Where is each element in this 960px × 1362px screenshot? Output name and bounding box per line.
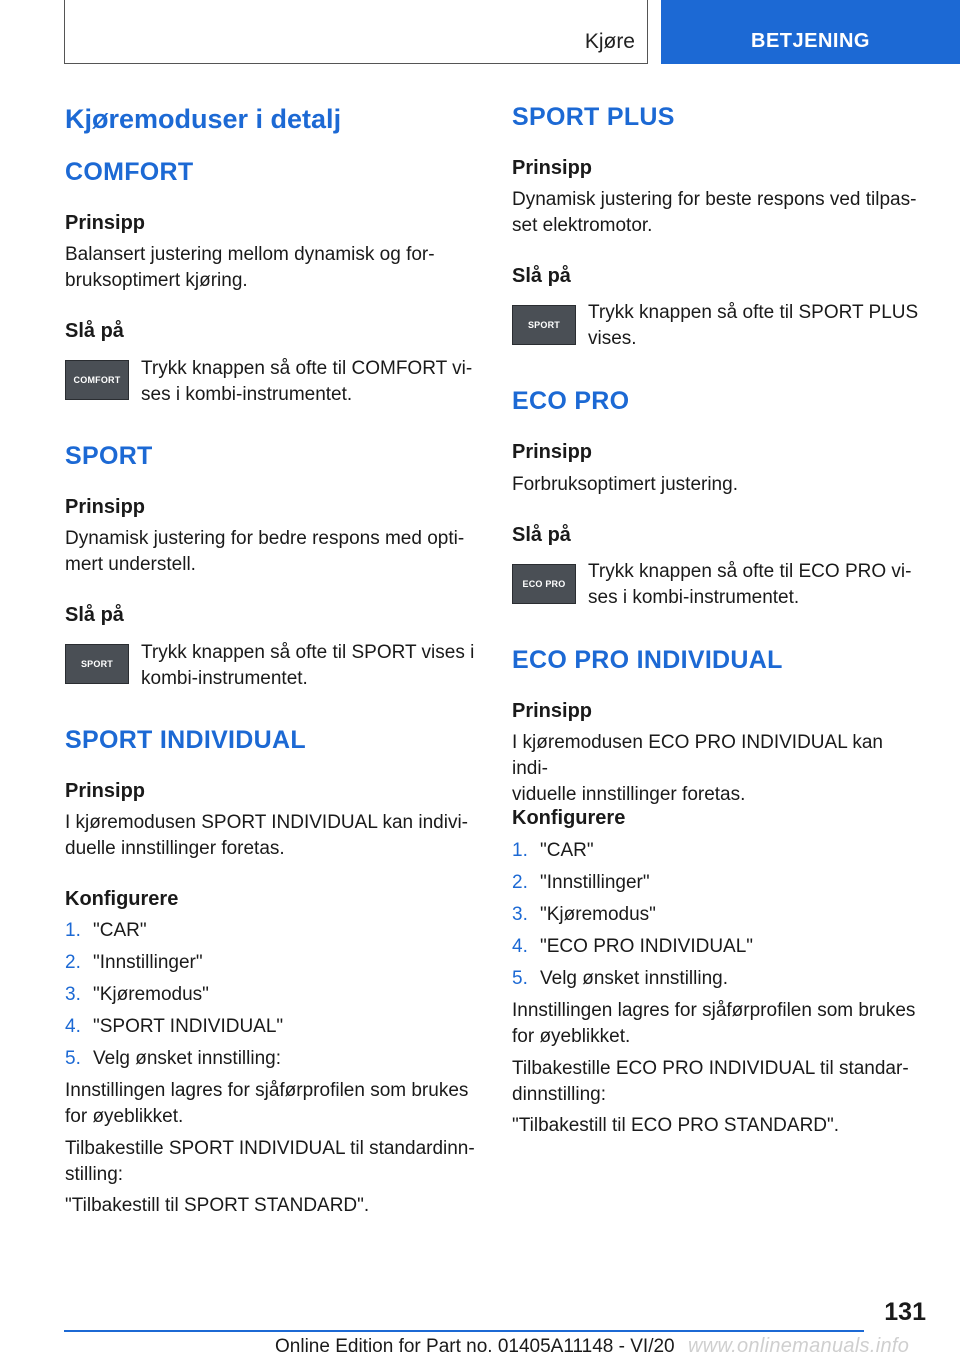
header-section-label: BETJENING — [751, 30, 870, 52]
eco-pro-principle-label: Prinsipp — [512, 441, 593, 463]
sport-activate-text: Trykk knappen så ofte til SPORT vises i kombi-instrumentet. — [141, 642, 475, 689]
sport-individual-principle-label: Prinsipp — [65, 780, 146, 802]
eco-pro-button-label: ECO PRO — [522, 579, 566, 589]
watermark: www.onlinemanuals.info — [688, 1335, 910, 1357]
comfort-activate-text: Trykk knappen så ofte til COMFORT vi- ses i kombi-instrumentet. — [141, 358, 473, 405]
comfort-principle-label: Prinsipp — [65, 212, 146, 234]
eco-pro-individual-reset-value: "Tilbakestill til ECO PRO STANDARD". — [512, 1115, 840, 1136]
header-chapter-box — [64, 0, 648, 64]
sport-individual-reset-value: "Tilbakestill til SPORT STANDARD". — [65, 1195, 370, 1216]
list-item: 4. "SPORT INDIVIDUAL" — [65, 1016, 284, 1037]
list-item: 5. Velg ønsket innstilling. — [512, 968, 728, 989]
sport-principle-label: Prinsipp — [65, 496, 146, 518]
list-item: 1. "CAR" — [65, 920, 147, 941]
sport-individual-heading: SPORT INDIVIDUAL — [65, 726, 306, 754]
sport-button-label: SPORT — [80, 659, 113, 669]
comfort-activate-label: Slå på — [65, 320, 124, 342]
comfort-button-image — [65, 360, 129, 400]
eco-pro-individual-configure-label: Konfigurere — [512, 807, 626, 829]
list-item: 1. "CAR" — [512, 840, 594, 861]
header-chapter: Kjøre — [584, 30, 635, 53]
list-item: 3. "Kjøremodus" — [65, 984, 209, 1005]
eco-pro-individual-principle-label: Prinsipp — [512, 700, 593, 722]
sport-plus-activate-label: Slå på — [512, 265, 571, 287]
eco-pro-activate-label: Slå på — [512, 524, 571, 546]
sport-activate-label: Slå på — [65, 604, 124, 626]
sport-individual-configure-label: Konfigurere — [65, 888, 179, 910]
sport-individual-reset: Tilbakestille SPORT INDIVIDUAL til standardinn- stilling: — [65, 1138, 475, 1185]
sport-plus-button-image — [512, 305, 576, 345]
sport-plus-principle-text: Dynamisk justering for beste respons ved tilpas- set elektromotor. — [512, 189, 917, 236]
list-item: 2. "Innstillinger" — [512, 872, 650, 893]
list-item: 2. "Innstillinger" — [65, 952, 203, 973]
sport-plus-activate-text: Trykk knappen så ofte til SPORT PLUS vises. — [588, 302, 919, 349]
header-section-tab[interactable] — [661, 0, 960, 64]
sport-plus-button-label: SPORT — [527, 320, 560, 330]
eco-pro-individual-note: Innstillingen lagres for sjåførprofilen som brukes for øyeblikket. — [512, 1000, 916, 1047]
sport-button-image — [65, 644, 129, 684]
eco-pro-principle-text: Forbruksoptimert justering. — [512, 474, 738, 495]
page-number: 131 — [884, 1298, 926, 1326]
comfort-principle-text: Balansert justering mellom dynamisk og for- bruksoptimert kjøring. — [65, 244, 435, 291]
footer-edition: Online Edition for Part no. 01405A11148 - VI/20 — [275, 1336, 675, 1357]
page-title: Kjøremoduser i detalj — [65, 104, 342, 134]
comfort-heading: COMFORT — [65, 158, 194, 186]
eco-pro-individual-reset: Tilbakestille ECO PRO INDIVIDUAL til standar- dinnstilling: — [512, 1058, 909, 1105]
sport-individual-note: Innstillingen lagres for sjåførprofilen som brukes for øyeblikket. — [65, 1080, 469, 1127]
eco-pro-heading: ECO PRO — [512, 387, 630, 415]
list-item: 3. "Kjøremodus" — [512, 904, 656, 925]
eco-pro-individual-heading: ECO PRO INDIVIDUAL — [512, 646, 783, 674]
comfort-button-label: COMFORT — [73, 375, 121, 385]
sport-plus-heading: SPORT PLUS — [512, 103, 675, 131]
sport-heading: SPORT — [65, 442, 153, 470]
eco-pro-button-image — [512, 564, 576, 604]
eco-pro-activate-text: Trykk knappen så ofte til ECO PRO vi- ses i kombi-instrumentet. — [588, 561, 912, 608]
list-item: 5. Velg ønsket innstilling: — [65, 1048, 281, 1069]
list-item: 4. "ECO PRO INDIVIDUAL" — [512, 936, 754, 957]
footer-divider — [64, 1330, 864, 1332]
eco-pro-individual-principle-text: I kjøremodusen ECO PRO INDIVIDUAL kan indi- viduelle innstillinger foretas. — [512, 732, 883, 805]
sport-principle-text: Dynamisk justering for bedre respons med opti- mert understell. — [65, 528, 465, 575]
sport-plus-principle-label: Prinsipp — [512, 157, 593, 179]
sport-individual-principle-text: I kjøremodusen SPORT INDIVIDUAL kan indivi- duelle innstillinger foretas. — [65, 812, 469, 859]
